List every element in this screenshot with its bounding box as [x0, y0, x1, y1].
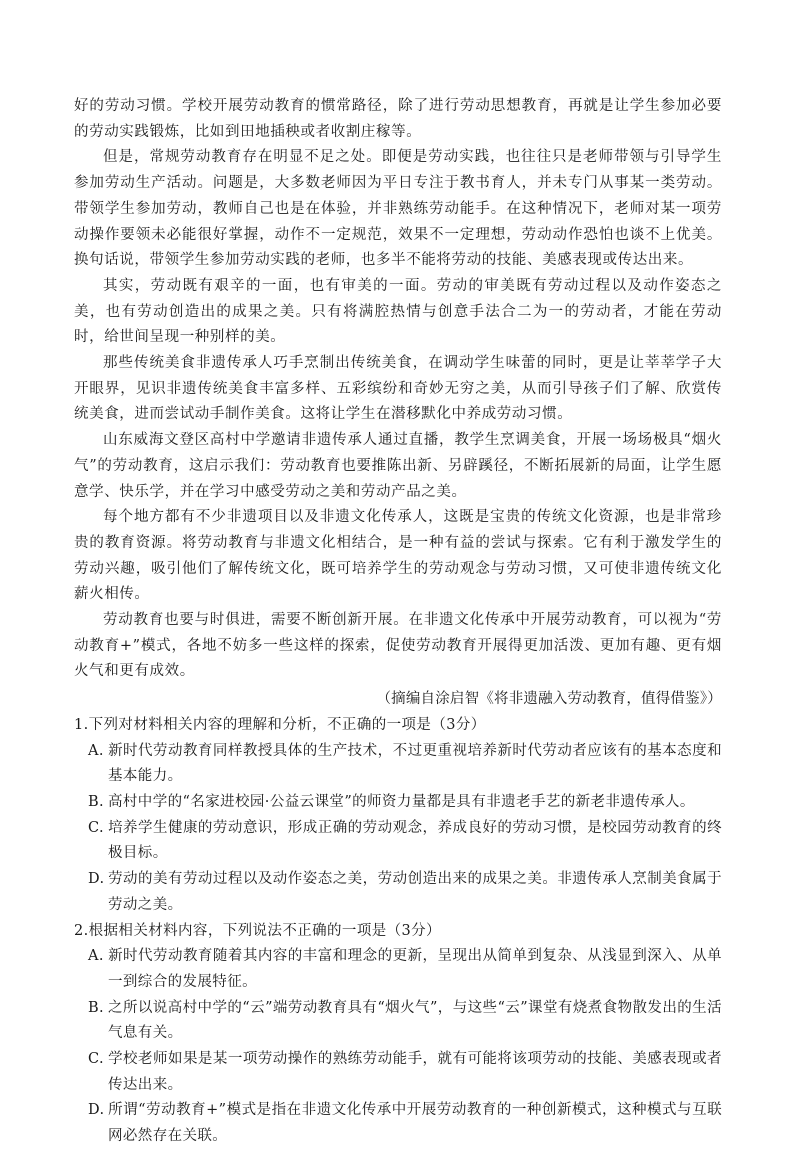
question-2: [74, 919, 722, 1150]
option-letter: B.: [88, 793, 105, 810]
option-d[interactable]: [88, 1098, 722, 1149]
option-a[interactable]: [88, 739, 722, 790]
question-1: [74, 713, 722, 919]
option-letter: C.: [88, 1051, 104, 1068]
article-paragraph: 劳动教育也要与时俱进，需要不断创新开展。在非遗文化传承中开展劳动教育，可以视为“劳动教育+”模式，各地不妨多一些这样的探索，促使劳动教育开展得更加活泼、更加有趣、更有烟火气和更有成效。: [74, 612, 722, 680]
question-stem: 1.下列对材料相关内容的理解和分析，不正确的一项是（3分）: [74, 716, 486, 733]
option-text: 高村中学的“名家进校园·公益云课堂”的师资力量都是具有非遗老手艺的新老非遗传承人。: [108, 793, 695, 810]
option-b[interactable]: [88, 996, 722, 1047]
article-source-citation: （摘编自涂启智《将非遗融入劳动教育，值得借鉴》）: [376, 691, 722, 708]
article-body: [74, 94, 722, 713]
option-a[interactable]: [88, 944, 722, 995]
option-letter: A.: [88, 742, 104, 759]
option-letter: C.: [88, 819, 104, 836]
option-letter: D.: [88, 871, 105, 888]
option-text: 新时代劳动教育随着其内容的丰富和理念的更新，呈现出从简单到复杂、从浅显到深入、从单一到综合的发展特征。: [108, 948, 722, 990]
option-letter: A.: [88, 948, 104, 965]
option-text: 学校老师如果是某一项劳动操作的熟练劳动能手，就有可能将该项劳动的技能、美感表现或者传达出来。: [108, 1051, 722, 1093]
option-d[interactable]: [88, 867, 722, 918]
article-paragraph: 但是，常规劳动教育存在明显不足之处。即便是劳动实践，也往往只是老师带领与引导学生参加劳动生产活动。问题是，大多数老师因为平日专注于教书育人，并未专门从事某一类劳动。带领学生参加劳动，教师自己也是在体验，并非熟练劳动能手。在这种情况下，老师对某一项劳动操作要领未必能很好掌握，动作不一定规范，效果不一定理想，劳动动作恐怕也谈不上优美。换句话说，带领学生参加劳动实践的老师，也多半不能将劳动的技能、美感表现或传达出来。: [74, 149, 722, 269]
option-c[interactable]: [88, 1047, 722, 1098]
option-b[interactable]: [88, 790, 722, 816]
question-stem: 2.根据相关材料内容，下列说法不正确的一项是（3分）: [74, 922, 441, 939]
document-page: [74, 94, 722, 1150]
option-text: 之所以说高村中学的“云”端劳动教育具有“烟火气”，与这些“云”课堂有烧煮食物散发出的生活气息有关。: [108, 999, 722, 1042]
option-letter: B.: [88, 999, 105, 1016]
option-text: 劳动的美有劳动过程以及动作姿态之美，劳动创造出来的成果之美。非遗传承人烹制美食属于劳动之美。: [108, 871, 722, 913]
option-text: 所谓“劳动教育+”模式是指在非遗文化传承中开展劳动教育的一种创新模式，这种模式与互联网必然存在关联。: [108, 1102, 722, 1145]
article-paragraph: 其实，劳动既有艰辛的一面，也有审美的一面。劳动的审美既有劳动过程以及动作姿态之美，也有劳动创造出的成果之美。只有将满腔热情与创意手法合二为一的劳动者，才能在劳动时，给世间呈现一种别样的美。: [74, 277, 722, 346]
option-text: 培养学生健康的劳动意识，形成正确的劳动观念，养成良好的劳动习惯，是校园劳动教育的终极目标。: [108, 819, 722, 862]
option-c[interactable]: [88, 816, 722, 867]
article-paragraph: 那些传统美食非遗传承人巧手烹制出传统美食，在调动学生味蕾的同时，更是让莘莘学子大开眼界，见识非遗传统美食丰富多样、五彩缤纷和奇妙无穷之美，从而引导孩子们了解、欣赏传统美食，进而尝试动手制作美食。这将让学生在潜移默化中养成劳动习惯。: [74, 355, 722, 423]
option-letter: D.: [88, 1102, 105, 1119]
option-text: 新时代劳动教育同样教授具体的生产技术，不过更重视培养新时代劳动者应该有的基本态度和基本能力。: [108, 742, 722, 785]
article-paragraph: 好的劳动习惯。学校开展劳动教育的惯常路径，除了进行劳动思想教育，再就是让学生参加必要的劳动实践锻炼，比如到田地插秧或者收割庄稼等。: [74, 98, 722, 140]
article-paragraph: 每个地方都有不少非遗项目以及非遗文化传承人，这既是宝贵的传统文化资源，也是非常珍贵的教育资源。将劳动教育与非遗文化相结合，是一种有益的尝试与探索。它有利于激发学生的劳动兴趣，吸引他们了解传统文化，既可培养学生的劳动观念与劳动习惯，又可使非遗传统文化薪火相传。: [74, 509, 722, 603]
article-paragraph: 山东威海文登区高村中学邀请非遗传承人通过直播，教学生烹调美食，开展一场场极具“烟火气”的劳动教育，这启示我们：劳动教育也要推陈出新、另辟蹊径，不断拓展新的局面，让学生愿意学、快乐学，并在学习中感受劳动之美和劳动产品之美。: [74, 432, 722, 500]
